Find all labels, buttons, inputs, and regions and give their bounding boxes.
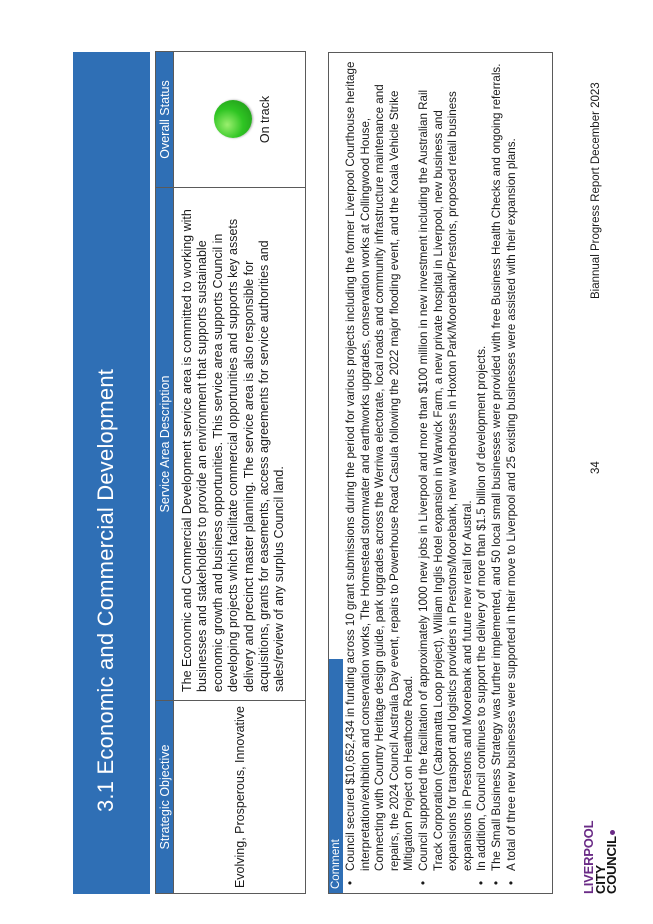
comment-bullet: • A total of three new businesses were supported in their move to Liverpool and 25 existing businesses were assisted with their expansion plans. — [505, 59, 520, 871]
overall-status-cell — [174, 52, 306, 188]
service-area-description-cell: The Economic and Commercial Development service area is committed to working with businesses and stakeholders to provide an environment that supports sustainable economic growth and business opportunities. This service area supports Council in developing projects which facilitate commercial opportunities and supports key assets delivery and precinct master planning. The service area is also responsible for acquisitions, grants for easements, access agreements for service authorities and sales/review of any surplus Council land. — [174, 188, 306, 701]
comment-bullet: • Council secured $10,652,434 in funding across 10 grant submissions during the period for various projects including the former Liverpool Courthouse heritage interpretation/exhibition and conservation works, The Homestead stormwater and earthworks upgrades, conservation works at Collingwood House, Connecting with Country Heritage design guide, park upgrades across the Werriwa electorate, local roads and community infrastructure maintenance and repairs, the 2024 Council Australia Day event, repairs to Powerhouse Road Casula following the 2022 major flooding event, and the Koala Vehicle Strike Mitigation Project on Heathcote Road. — [344, 59, 417, 871]
logo-dot-icon — [610, 830, 615, 835]
comment-bullet-list — [344, 53, 519, 893]
comment-bullet: • Council supported the facilitation of approximately 1000 new jobs in Liverpool and more than $100 million in new investment including the Australian Rail Track Corporation (Cabramatta Loop project), William Inglis Hotel expansion in Warwick Farm, a new private hospital in Liverpool, new business and expansions for transport and logistics providers in Prestons/Moorebank, new warehouses in Hoxton Park/Moorebank/Prestons, proposed retail business expansions in Prestons and Moorebank and future new retail for Austral. — [417, 59, 475, 871]
strategic-objective-cell: Evolving, Prosperous, Innovative — [174, 701, 306, 894]
comment-bullet: • The Small Business Strategy was further implemented, and 50 local small businesses were provided with free Business Health Checks and ongoing referrals. — [490, 59, 505, 871]
header-service-area-description: Service Area Description — [156, 188, 174, 701]
liverpool-city-council-logo — [583, 784, 623, 894]
objective-table-row — [174, 52, 306, 894]
objective-table — [155, 51, 306, 894]
comment-box — [328, 52, 553, 894]
section-title: 3.1 Economic and Commercial Development — [93, 368, 118, 812]
page-number: 34 — [590, 461, 602, 474]
status-green-light-icon — [214, 101, 252, 139]
status-label: On track — [257, 95, 272, 144]
logo-line-city: CITY — [592, 865, 608, 894]
logo-line-council-wrap — [606, 784, 618, 894]
report-title: Biannual Progress Report December 2023 — [590, 82, 602, 299]
logo-line-liverpool: LIVERPOOL — [581, 820, 596, 894]
objective-table-header-row — [156, 52, 174, 894]
header-overall-status: Overall Status — [156, 52, 174, 188]
header-strategic-objective: Strategic Objective — [156, 701, 174, 894]
comment-header: Comment — [329, 659, 343, 893]
logo-line-council: COUNCIL — [604, 836, 619, 894]
section-banner — [73, 52, 150, 894]
comment-bullet: • In addition, Council continues to support the delivery of more than $1.5 billion of development projects. — [475, 59, 490, 871]
